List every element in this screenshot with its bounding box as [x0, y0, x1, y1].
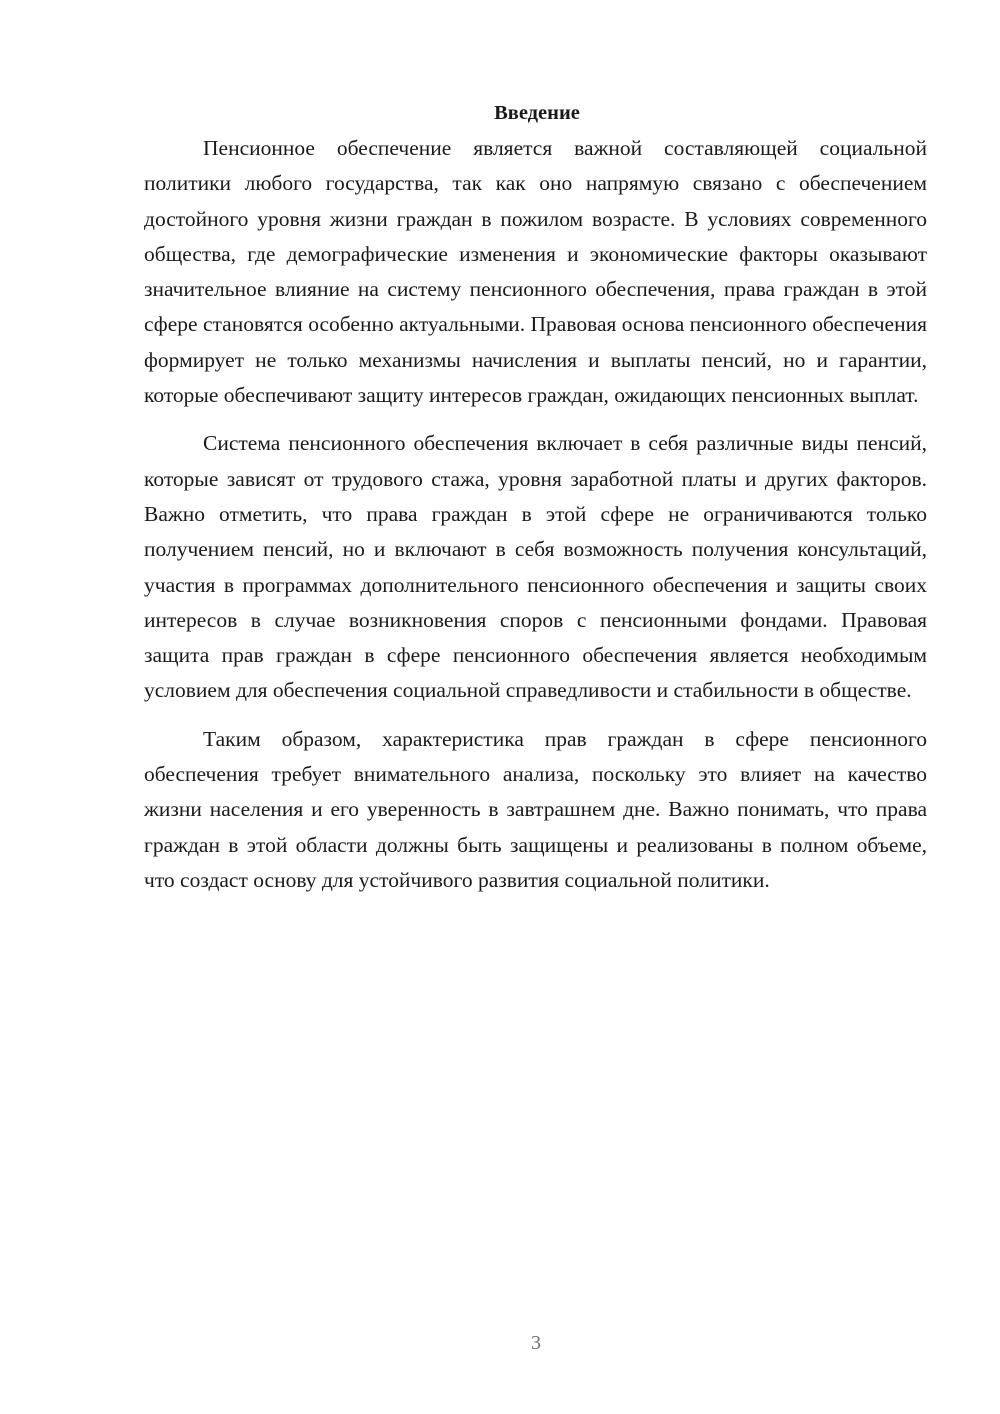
paragraph-3: Таким образом, характеристика прав граждан в сфере пенсионного обеспечения требует внимательного анализа, поскольку это влияет на качество жизни населения и его уверенность в завтрашнем дне. Важно понимать, что права граждан в этой области должны быть защищены и реализованы в полном объеме, что создаст основу для устойчивого развития социальной политики. — [144, 726, 927, 892]
document-body — [144, 96, 927, 898]
page-number: 3 — [531, 1332, 541, 1354]
section-heading: Введение — [494, 102, 580, 124]
paragraph-2: Система пенсионного обеспечения включает в себя различные виды пенсий, которые зависят от трудового стажа, уровня заработной платы и других факторов. Важно отметить, что права граждан в этой сфере не ограничиваются только получением пенсий, но и включают в себя возможность получения консультаций, участия в программах дополнительного пенсионного обеспечения и защиты своих интересов в случае возникновения споров с пенсионными фондами. Правовая защита прав граждан в сфере пенсионного обеспечения является необходимым условием для обеспечения социальной справедливости и стабильности в обществе. — [144, 431, 927, 703]
paragraph-1: Пенсионное обеспечение является важной составляющей социальной политики любого государства, так как оно напрямую связано с обеспечением достойного уровня жизни граждан в пожилом возрасте. В условиях современного общества, где демографические изменения и экономические факторы оказывают значительное влияние на систему пенсионного обеспечения, права граждан в этой сфере становятся особенно актуальными. Правовая основа пенсионного обеспечения формирует не только механизмы начисления и выплаты пенсий, но и гарантии, которые обеспечивают защиту интересов граждан, ожидающих пенсионных выплат. — [144, 136, 927, 408]
